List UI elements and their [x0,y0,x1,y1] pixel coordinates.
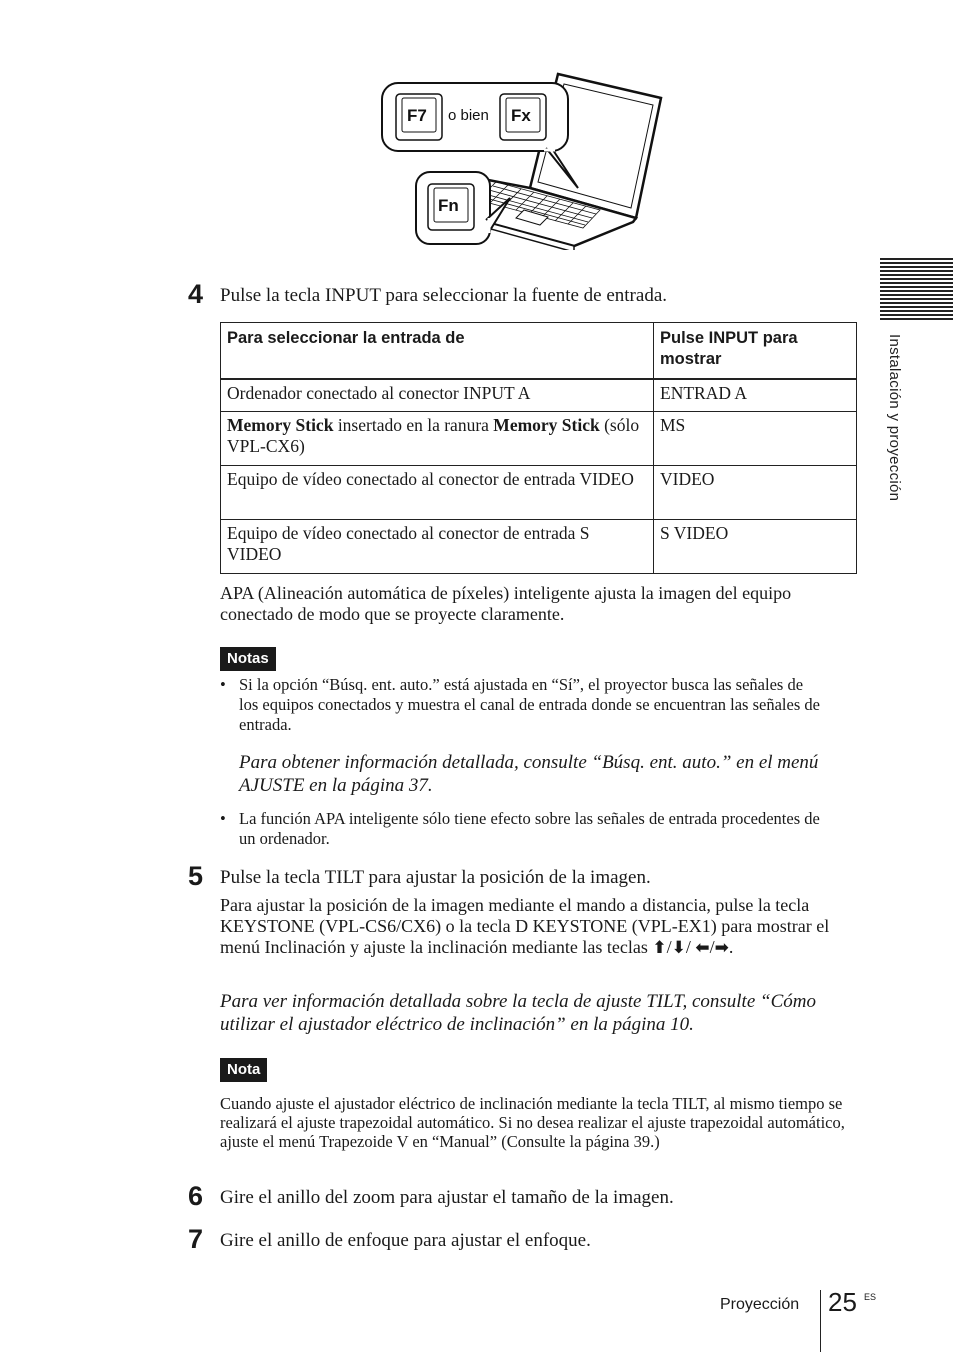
step-6-text: Gire el anillo del zoom para ajustar el tamaño de la imagen. [220,1187,674,1208]
table-cell-source: Equipo de vídeo conectado al conector de entrada VIDEO [221,466,654,520]
notes-list [220,675,820,735]
step-7-number: 7 [188,1224,204,1254]
note-text: Cuando ajuste el ajustador eléctrico de inclinación mediante la tecla TILT, al mismo tiempo se realizará el ajuste trapezoidal automático. Si no desea realizar el ajuste trapezoidal automático, ajuste el menú Trapezoide V en “Manual” (Consulte la página 39.) [220,1094,845,1151]
table-header-display: Pulse INPUT para mostrar [654,323,857,380]
table-cell-source: Equipo de vídeo conectado al conector de entrada S VIDEO [221,520,654,574]
table-header-row [221,323,857,380]
table-row [221,412,857,466]
table-header-source: Para seleccionar la entrada de [221,323,654,380]
step-5-text: Pulse la tecla TILT para ajustar la posición de la imagen. [220,867,651,888]
fx-key-label: Fx [511,106,531,125]
table-cell-source: Ordenador conectado al conector INPUT A [221,379,654,412]
table-cell-display: VIDEO [654,466,857,520]
list-item: • Si la opción “Búsq. ent. auto.” está ajustada en “Sí”, el proyector busca las señales de los equipos conectados y muestra el canal de entrada donde se encuentran las señales de entrada. [220,675,820,735]
step-5-detail: Para ajustar la posición de la imagen mediante el mando a distancia, pulse la tecla KEYSTONE (VPL-CS6/CX6) o la tecla D KEYSTONE (VPL-EX1) para mostrar el menú Inclinación y ajuste la inclinación mediante las teclas ⬆/⬇/ ⬅/➡. [220,895,830,958]
table-cell-display: MS [654,412,857,466]
arrow-down-icon: ⬇ [671,938,686,958]
input-selection-table [220,322,857,574]
step-6-number: 6 [188,1181,204,1211]
step-5-reference: Para ver información detallada sobre la tecla de ajuste TILT, consulte “Cómo utilizar el ajustador eléctrico de inclinación” en la página 10. [220,991,816,1035]
table-row [221,466,857,520]
notes-list-2 [220,809,830,849]
step-4-number: 4 [188,279,204,309]
apa-paragraph: APA (Alineación automática de píxeles) inteligente ajusta la imagen del equipo conectado de modo que se proyecte claramente. [220,583,792,624]
footer-section-name: Proyección [720,1296,800,1313]
list-item: • La función APA inteligente sólo tiene efecto sobre las señales de entrada procedentes de un ordenador. [220,809,830,849]
step-7-text: Gire el anillo de enfoque para ajustar el enfoque. [220,1230,591,1251]
page-language-code: ES [864,1292,877,1302]
table-row [221,520,857,574]
step-4-text: Pulse la tecla INPUT para seleccionar la fuente de entrada. [220,285,668,306]
arrow-right-icon: ➡ [714,938,729,958]
side-tab-stripes [880,258,953,322]
side-tab-label: Instalación y proyección [886,334,903,502]
table-row [221,379,857,412]
key-connector-label: o bien [448,107,489,124]
footer-divider [820,1290,821,1352]
table-cell-source: Memory Stick insertado en la ranura Memory Stick (sólo VPL-CX6) [221,412,654,466]
fn-key-label: Fn [438,196,459,215]
page-number: 25 [828,1287,857,1317]
notes-reference: Para obtener información detallada, consulte “Búsq. ent. auto.” en el menú AJUSTE en la página 37. [239,752,819,796]
laptop-illustration [378,70,668,250]
arrow-left-icon: ⬅ [695,938,710,958]
notes-label: Notas [220,647,276,671]
arrow-up-icon: ⬆ [652,938,667,958]
table-cell-display: ENTRAD A [654,379,857,412]
step-5-number: 5 [188,861,204,891]
note-label: Nota [220,1058,267,1082]
table-cell-display: S VIDEO [654,520,857,574]
f7-key-label: F7 [407,106,427,125]
